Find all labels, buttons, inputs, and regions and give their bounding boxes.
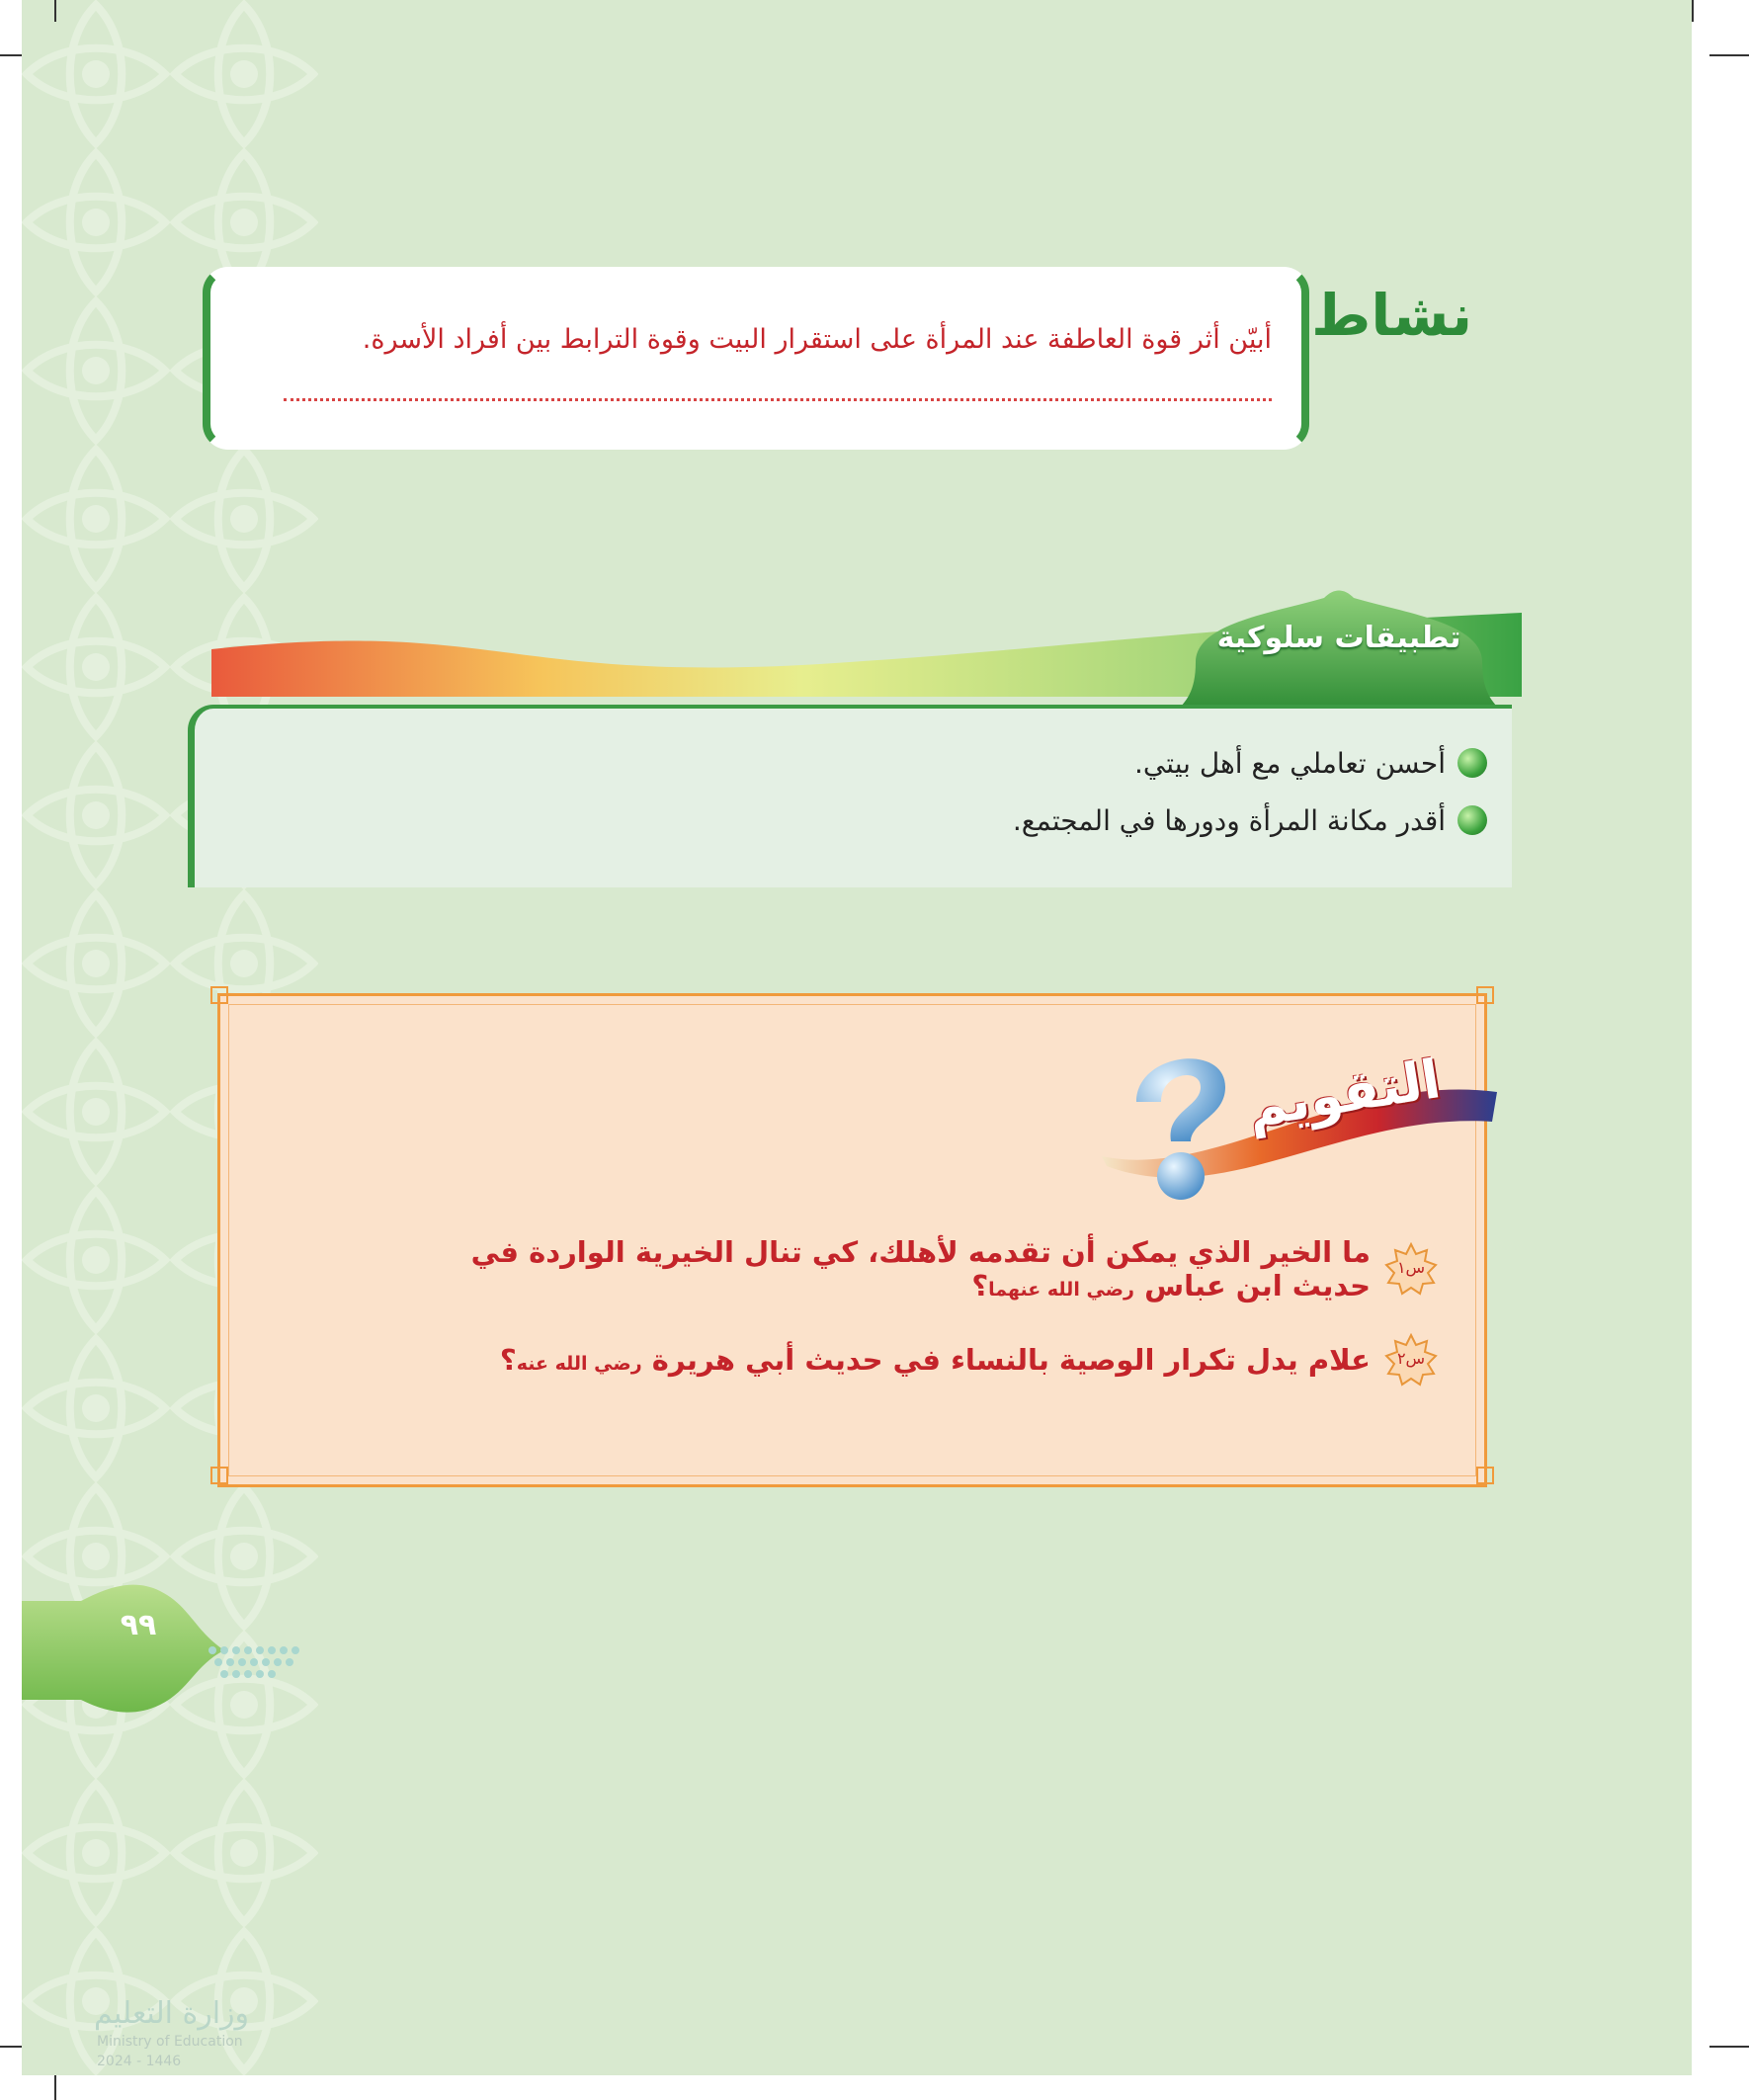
question-end: ؟: [499, 1343, 517, 1377]
crop-mark: [1709, 54, 1749, 56]
corner-ornament-icon: [209, 985, 229, 1005]
green-bullet-icon: [1458, 805, 1487, 835]
ministry-year: 2024 - 1446: [97, 2054, 182, 2069]
crop-mark: [0, 54, 22, 56]
corner-ornament-icon: [1475, 985, 1495, 1005]
crop-mark: [0, 2046, 22, 2048]
question-body: علام يدل تكرار الوصية بالنساء في حديث أبي هريرة: [651, 1343, 1371, 1377]
ministry-name-en: Ministry of Education: [97, 2034, 243, 2050]
answer-line[interactable]: [284, 398, 1272, 401]
applications-box: [188, 705, 1512, 887]
honorific: رضي الله عنه: [516, 1353, 642, 1375]
question-end: ؟: [971, 1269, 989, 1302]
question-text: [500, 1343, 1371, 1377]
question-item: [390, 1330, 1438, 1389]
question-number: س١: [1396, 1258, 1426, 1277]
crop-mark: [54, 2075, 56, 2100]
crop-mark: [1692, 0, 1694, 22]
activity-box: [203, 267, 1309, 450]
question-badge: [1384, 1242, 1438, 1296]
list-item: [795, 738, 1487, 788]
page-number: ٩٩: [120, 1608, 157, 1642]
application-text: أحسن تعاملي مع أهل بيتي.: [1134, 746, 1446, 780]
question-text: [390, 1235, 1371, 1302]
crop-mark: [54, 0, 56, 22]
list-item: [795, 796, 1487, 845]
evaluation-title: التقويم: [1243, 1048, 1445, 1139]
activity-question: أبيّن أثر قوة العاطفة عند المرأة على استقرار البيت وقوة الترابط بين أفراد الأسرة.: [362, 324, 1272, 355]
question-item: [390, 1235, 1438, 1302]
honorific: رضي الله عنهما: [988, 1279, 1134, 1301]
green-bullet-icon: [1458, 748, 1487, 778]
application-text: أقدر مكانة المرأة ودورها في المجتمع.: [1012, 803, 1446, 837]
crop-mark: [1709, 2046, 1749, 2048]
activity-title: نشاط: [1311, 282, 1472, 349]
ministry-name-ar: وزارة التعليم: [94, 1996, 250, 2031]
corner-ornament-icon: [1475, 1466, 1495, 1485]
ministry-logo-icon: [94, 1631, 321, 1749]
corner-ornament-icon: [209, 1466, 229, 1485]
question-body: ما الخير الذي يمكن أن تقدمه لأهلك، كي تنال الخيرية الواردة في حديث ابن عباس: [470, 1235, 1371, 1302]
question-badge: [1384, 1333, 1438, 1386]
question-number: س٢: [1396, 1349, 1426, 1368]
applications-title: تطبيقات سلوكية: [1216, 621, 1461, 655]
